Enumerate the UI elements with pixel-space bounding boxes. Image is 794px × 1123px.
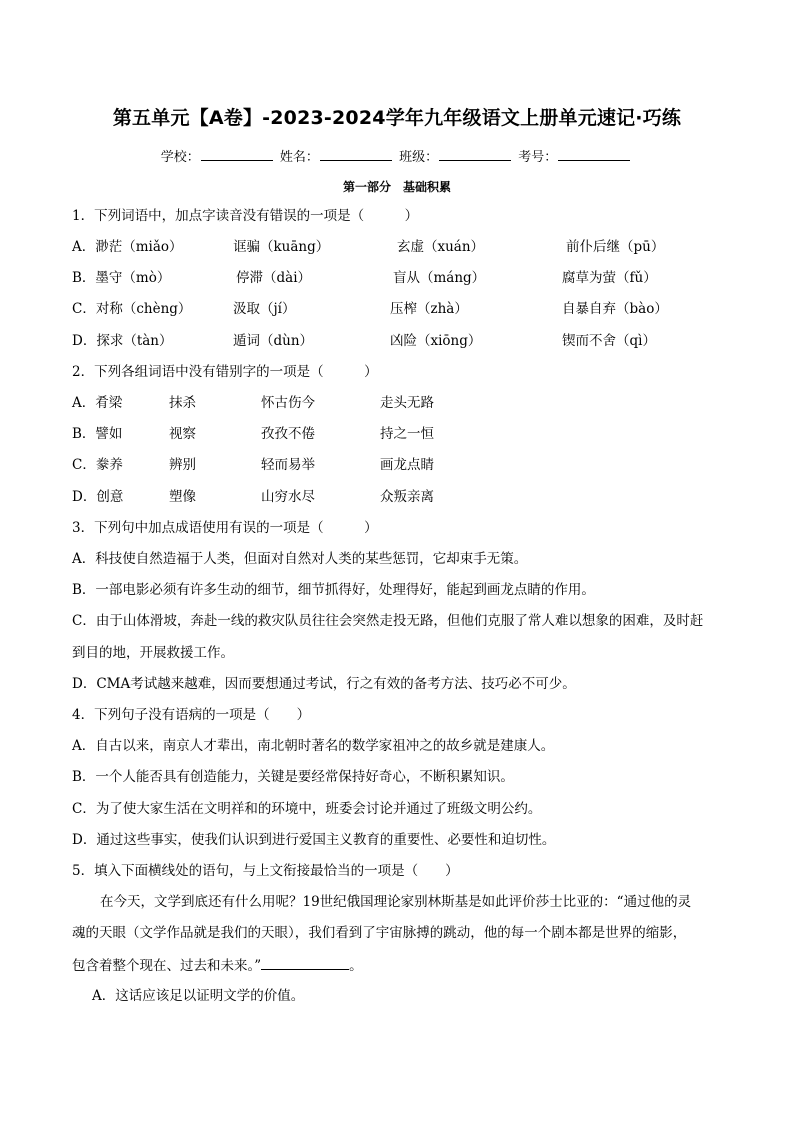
q3-option-c-line-1[interactable]: C．由于山体滑坡，奔赴一线的救灾队员往往会突然走投无路，但他们克服了常人难以想象的困难，及时赶 bbox=[72, 613, 704, 629]
q2-option-d-word-2: 塑像 bbox=[169, 489, 196, 505]
q1-option-d-word-2: 遁词（dùn） bbox=[233, 333, 314, 349]
q1-option-a-word-3: 玄虚（xuán） bbox=[397, 239, 485, 255]
q1-option-b-word-1[interactable]: B．墨守（mò） bbox=[72, 270, 171, 286]
exam-number-label: 考号： bbox=[518, 150, 558, 165]
q4-option-d[interactable]: D．通过这些事实，使我们认识到进行爱国主义教育的重要性、必要性和迫切性。 bbox=[72, 832, 556, 848]
q1-option-a-word-1[interactable]: A．渺茫（miǎo） bbox=[72, 239, 183, 255]
question-1-stem: 1．下列词语中，加点字读音没有错误的一项是（ ） bbox=[72, 208, 419, 224]
q3-option-d[interactable]: D．CMA考试越来越难，因而要想通过考试，行之有效的备考方法、技巧必不可少。 bbox=[72, 676, 576, 692]
question-5-stem: 5．填入下面横线处的语句，与上文衔接最恰当的一项是（ ） bbox=[72, 863, 459, 879]
q2-option-a-word-1[interactable]: A．肴梁 bbox=[72, 395, 123, 411]
name-label: 姓名： bbox=[279, 150, 319, 165]
school-label: 学校： bbox=[160, 150, 200, 165]
school-blank[interactable] bbox=[201, 148, 273, 161]
q2-option-b-word-1[interactable]: B．譬如 bbox=[72, 426, 123, 442]
q1-option-a-word-4: 前仆后继（pū） bbox=[566, 239, 665, 255]
class-blank[interactable] bbox=[439, 148, 511, 161]
class-label: 班级： bbox=[399, 150, 439, 165]
q1-option-b-word-4: 腐草为萤（fǔ） bbox=[562, 270, 657, 286]
q2-option-b-word-2: 视察 bbox=[169, 426, 196, 442]
q5-passage-end: 。 bbox=[349, 958, 363, 974]
q4-option-c[interactable]: C．为了使大家生活在文明祥和的环境中，班委会讨论并通过了班级文明公约。 bbox=[72, 801, 542, 817]
page-title: 第五单元【A卷】-2023-2024学年九年级语文上册单元速记·巧练 bbox=[112, 107, 682, 129]
q3-option-a[interactable]: A．科技使自然造福于人类，但面对自然对人类的某些惩罚，它却束手无策。 bbox=[72, 551, 528, 567]
q1-option-c-word-3: 压榨（zhà） bbox=[390, 301, 468, 317]
q2-option-d-word-4: 众叛亲离 bbox=[380, 489, 434, 505]
q2-option-c-word-4: 画龙点睛 bbox=[380, 457, 434, 473]
q5-passage-line-3 bbox=[72, 956, 724, 975]
q5-option-a[interactable]: A．这话应该足以证明文学的价值。 bbox=[92, 988, 305, 1004]
q4-option-b[interactable]: B．一个人能否具有创造能力，关键是要经常保持好奇心，不断积累知识。 bbox=[72, 769, 514, 785]
q5-answer-blank[interactable] bbox=[261, 956, 349, 970]
q2-option-a-word-4: 走头无路 bbox=[380, 395, 434, 411]
q2-option-a-word-3: 怀古伤今 bbox=[261, 395, 315, 411]
name-blank[interactable] bbox=[320, 148, 392, 161]
q1-option-c-word-2: 汲取（jí） bbox=[233, 301, 296, 317]
q2-option-c-word-2: 辨别 bbox=[169, 457, 196, 473]
question-3-stem: 3．下列句中加点成语使用有误的一项是（ ） bbox=[72, 520, 378, 536]
q1-option-a-word-2: 诓骗（kuāng） bbox=[233, 239, 330, 255]
q2-option-c-word-3: 轻而易举 bbox=[261, 457, 315, 473]
q3-option-c-line-2: 到目的地，开展救援工作。 bbox=[72, 645, 234, 661]
q2-option-b-word-3: 孜孜不倦 bbox=[261, 426, 315, 442]
q1-option-c-word-4: 自暴自弃（bào） bbox=[562, 301, 668, 317]
question-2-stem: 2．下列各组词语中没有错别字的一项是（ ） bbox=[72, 364, 378, 380]
q3-option-b[interactable]: B．一部电影必须有许多生动的细节，细节抓得好，处理得好，能起到画龙点睛的作用。 bbox=[72, 582, 595, 598]
q2-option-b-word-4: 持之一恒 bbox=[380, 426, 434, 442]
exam-number-blank[interactable] bbox=[558, 148, 630, 161]
q2-option-a-word-2: 抹杀 bbox=[169, 395, 196, 411]
q2-option-c-word-1[interactable]: C．豢养 bbox=[72, 457, 123, 473]
student-info-line bbox=[0, 146, 794, 165]
q2-option-d-word-1[interactable]: D．创意 bbox=[72, 489, 124, 505]
q5-passage-text: 包含着整个现在、过去和未来。” bbox=[72, 958, 262, 974]
q1-option-b-word-3: 盲从（máng） bbox=[393, 270, 486, 286]
q4-option-a[interactable]: A．自古以来，南京人才辈出，南北朝时著名的数学家祖冲之的故乡就是建康人。 bbox=[72, 738, 555, 754]
q2-option-d-word-3: 山穷水尽 bbox=[261, 489, 315, 505]
q1-option-d-word-3: 凶险（xiōng） bbox=[390, 333, 482, 349]
question-4-stem: 4．下列句子没有语病的一项是（ ） bbox=[72, 707, 311, 723]
q1-option-d-word-1[interactable]: D．探求（tàn） bbox=[72, 333, 173, 349]
q1-option-d-word-4: 锲而不舍（qì） bbox=[562, 333, 656, 349]
q5-passage-line-2: 魂的天眼（文学作品就是我们的天眼），我们看到了宇宙脉搏的跳动，他的每一个剧本都是世界的缩影， bbox=[72, 925, 687, 941]
q5-passage-line-1: 在今天，文学到底还有什么用呢？19世纪俄国理论家别林斯基是如此评价莎士比亚的：“通过他的灵 bbox=[100, 894, 692, 910]
section-title: 第一部分 基础积累 bbox=[342, 180, 451, 194]
q1-option-b-word-2: 停滞（dài） bbox=[236, 270, 312, 286]
q1-option-c-word-1[interactable]: C．对称（chèng） bbox=[72, 301, 192, 317]
